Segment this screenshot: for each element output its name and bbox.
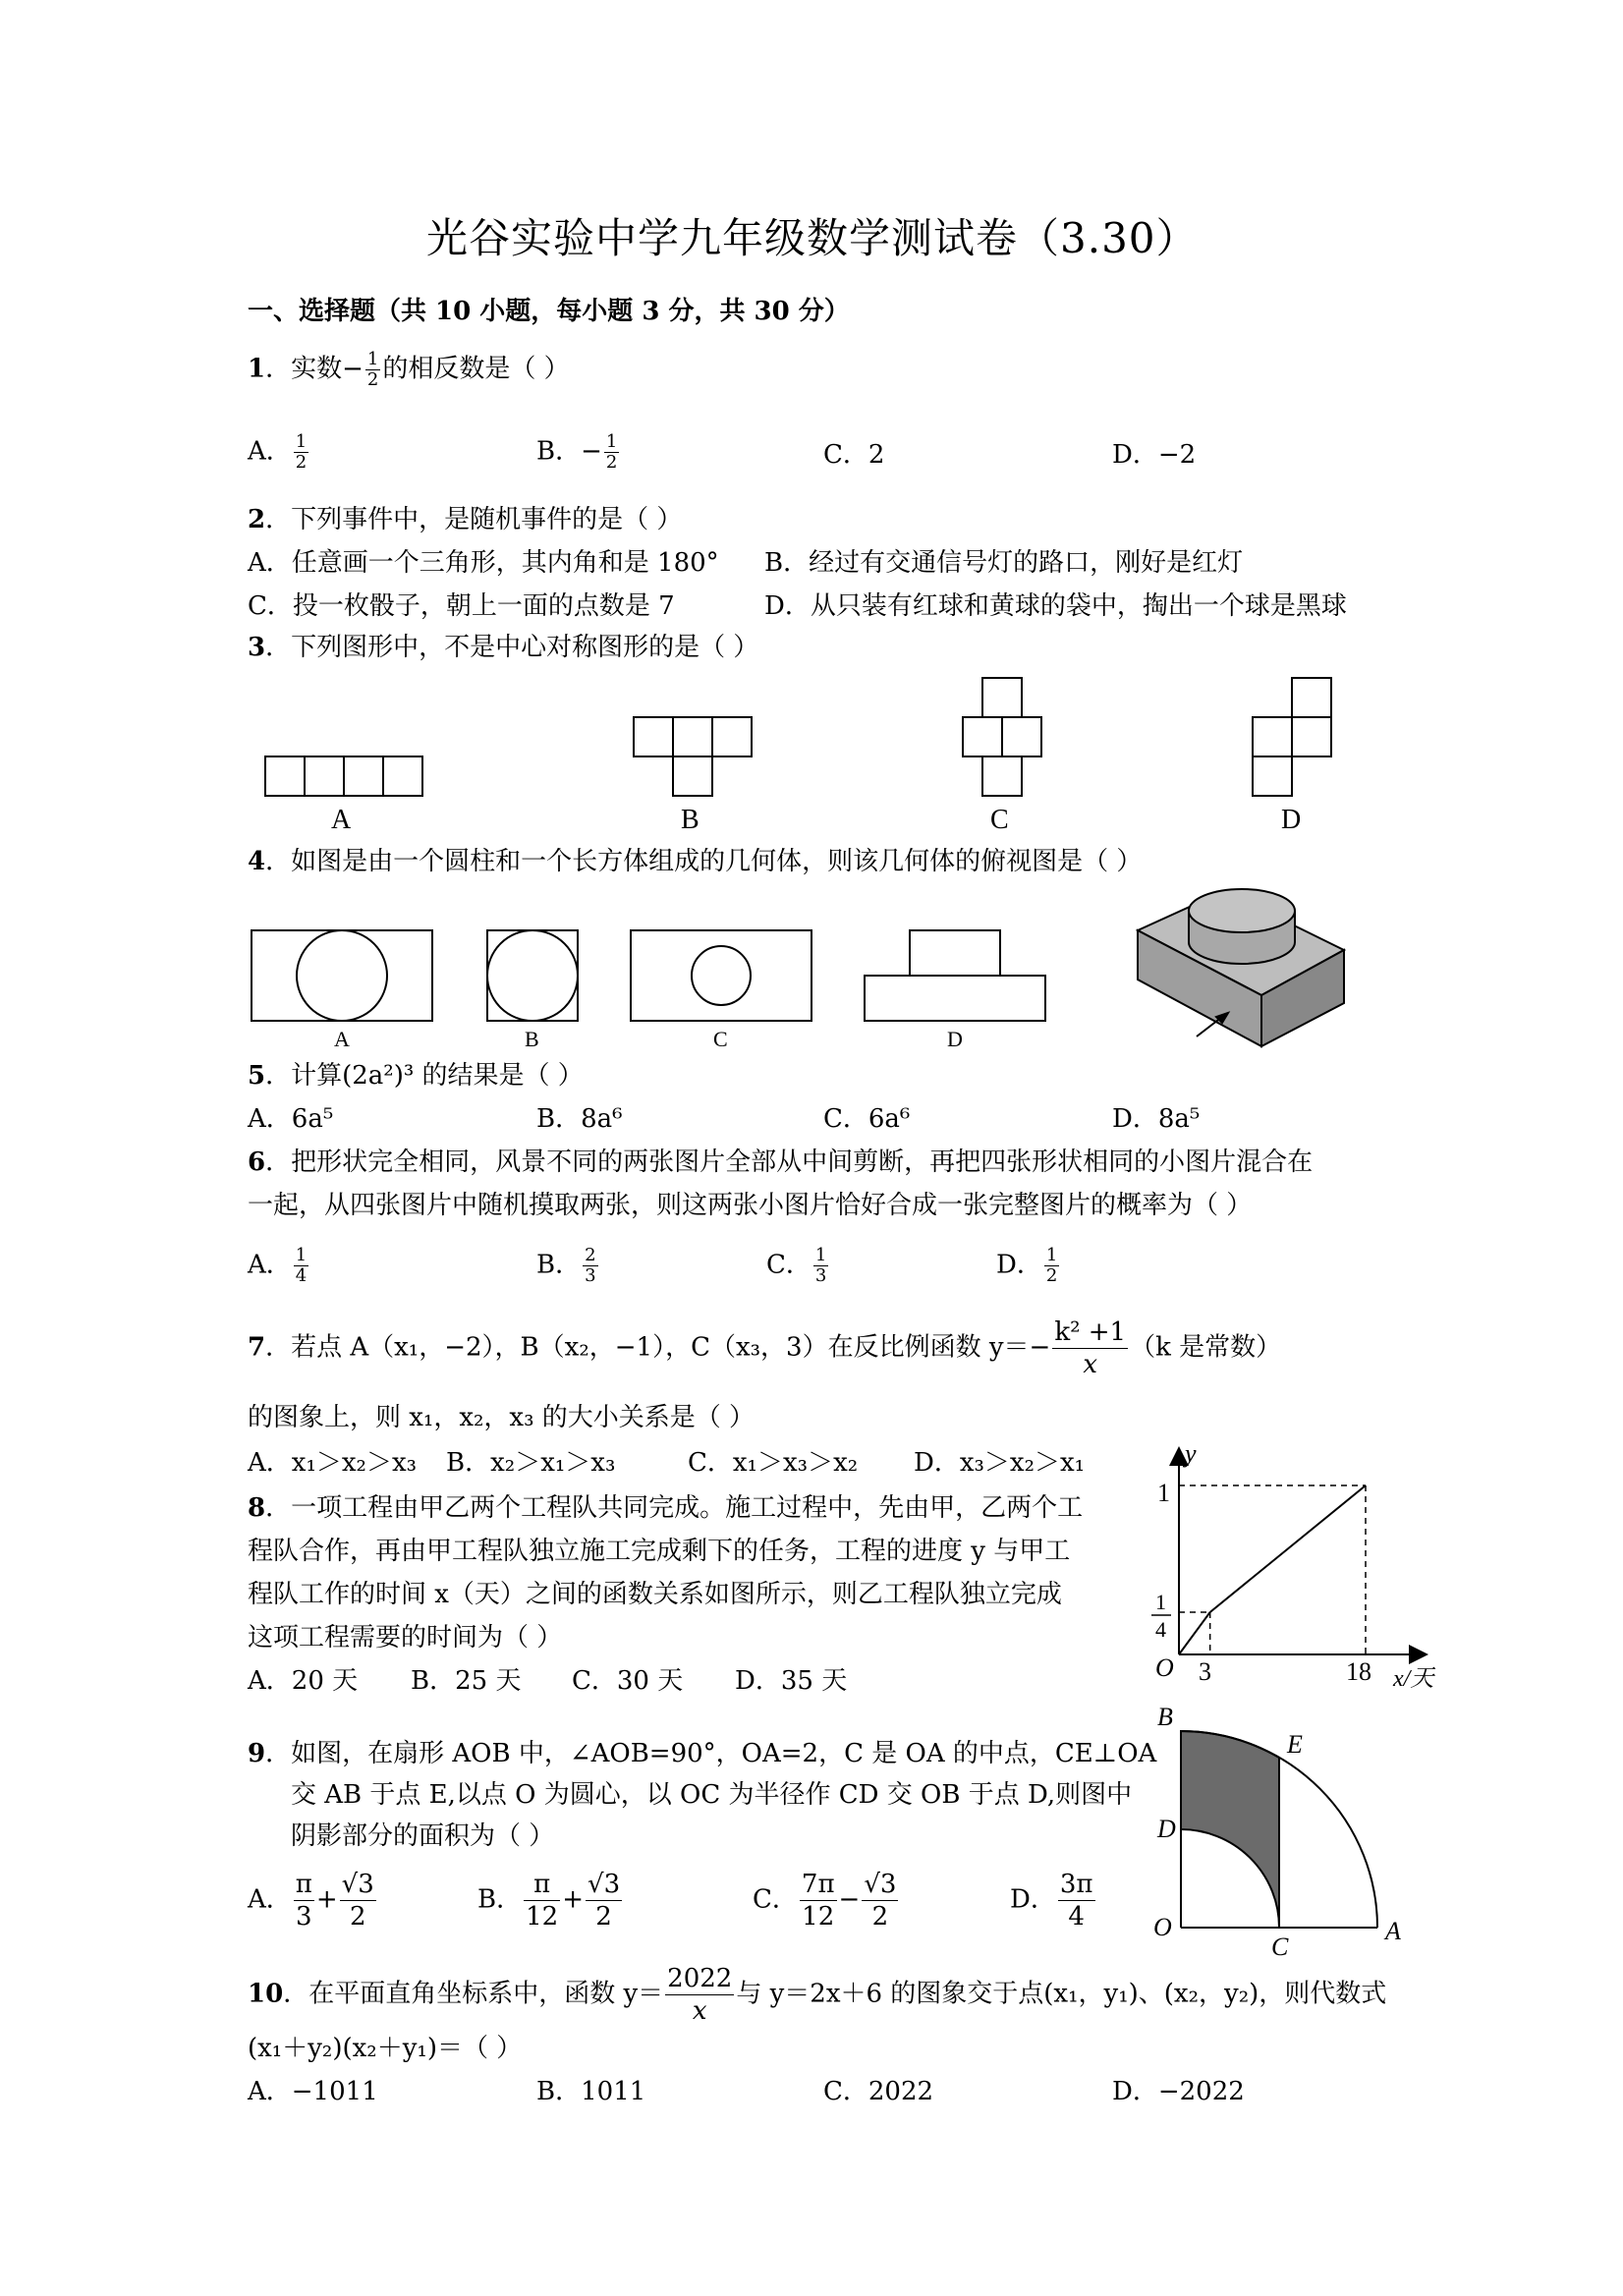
q9-a-frac2: [340, 1869, 376, 1932]
q1-pre: ．实数−: [265, 354, 364, 384]
q9-line1-text: ．如图，在扇形 AOB 中，∠AOB=90°，OA=2，C 是 OA 的中点，CE⊥OA: [265, 1739, 1157, 1768]
series-segment-0: [1179, 1612, 1210, 1654]
q7-option-a: A．x₁＞x₂＞x₃: [248, 1448, 418, 1478]
q3-figures: [0, 668, 1623, 865]
q1-a-den: 2: [295, 452, 308, 473]
q6-c-label: C．: [766, 1250, 812, 1280]
question-number: 7: [248, 1332, 266, 1363]
x-tick-18: 18: [1346, 1657, 1371, 1686]
q6-d-fraction: [1044, 1246, 1059, 1286]
q4-solid-figure: [1138, 889, 1344, 1046]
q1-post: 的相反数是（ ）: [382, 354, 570, 384]
q7-option-c: C．x₁＞x₃＞x₂: [688, 1448, 859, 1478]
q2-stem-text: ．下列事件中，是随机事件的是（ ）: [265, 505, 683, 534]
q10-option-d: D．−2022: [1112, 2077, 1245, 2106]
page-title: 光谷实验中学九年级数学测试卷（3.30）: [426, 214, 1199, 262]
q8-line1-text: ．一项工程由甲乙两个工程队共同完成。施工过程中，先由甲，乙两个工: [265, 1493, 1084, 1523]
q10-option-a: A．−1011: [248, 2077, 378, 2106]
q4-figures: [0, 879, 1623, 1051]
q10-option-c: C．2022: [823, 2077, 934, 2106]
q9-c-frac2-num: √3: [864, 1870, 897, 1899]
q6-b-num: 2: [585, 1245, 596, 1265]
question-number: 5: [248, 1061, 266, 1091]
q9-d-frac: [1058, 1869, 1095, 1932]
q9-option-c: [753, 1869, 900, 1932]
question-3-stem: [248, 633, 758, 662]
q6-c-den: 3: [814, 1265, 827, 1286]
y-tick-quarter-num: 1: [1155, 1590, 1166, 1614]
q6-b-fraction: [583, 1246, 597, 1286]
q7-line1a: ．若点 A（x₁，−2），B（x₂，−1），C（x₃，3）在反比例函数 y＝−: [265, 1332, 1051, 1363]
question-10-line-1: [248, 1963, 1386, 2027]
q9-c-frac2: [862, 1869, 898, 1932]
question-number: 6: [248, 1148, 266, 1177]
q6-b-den: 3: [585, 1265, 596, 1286]
question-9-line-1: [248, 1739, 1156, 1768]
question-7-line-1: [248, 1316, 1281, 1380]
q9-b-frac2: [586, 1869, 622, 1932]
q6-d-label: D．: [996, 1250, 1042, 1280]
q1-option-d: D．−2: [1112, 440, 1197, 470]
q6-d-num: 1: [1045, 1245, 1058, 1265]
q6-option-a: [248, 1246, 310, 1286]
q9-option-d: [1010, 1869, 1097, 1932]
q10-line1a: ．在平面直角坐标系中，函数 y＝: [283, 1979, 664, 2009]
question-2-stem: [248, 505, 682, 534]
q8-graph: [1140, 1436, 1434, 1711]
q6-option-c: [766, 1246, 830, 1286]
q9-c-frac1-num: 7π: [801, 1870, 835, 1899]
question-5-stem: [248, 1061, 584, 1091]
q8-option-c: C．30 天: [572, 1666, 684, 1696]
q6-c-fraction: [813, 1246, 828, 1286]
origin-label: O: [1155, 1653, 1174, 1682]
q5-option-a: A．6a⁵: [248, 1104, 334, 1134]
label-o: O: [1153, 1913, 1172, 1941]
q6-b-label: B．: [536, 1250, 582, 1280]
q4-label-a: A: [334, 1027, 350, 1051]
q9-a-label: A．: [248, 1884, 292, 1915]
q9-c-frac2-den: 2: [871, 1902, 889, 1932]
y-tick-quarter-den: 4: [1155, 1617, 1166, 1642]
question-10-line-2: (x₁＋y₂)(x₂＋y₁)＝（ ）: [248, 2034, 523, 2063]
question-8-line-1: [248, 1493, 1083, 1523]
q7-option-d: D．x₃＞x₂＞x₁: [914, 1448, 1086, 1478]
q4-label-d: D: [947, 1027, 963, 1051]
question-9-line-3: 阴影部分的面积为（ ）: [291, 1821, 555, 1851]
q6-c-num: 1: [814, 1245, 827, 1265]
q2-option-d: D．从只装有红球和黄球的袋中，掏出一个球是黑球: [764, 591, 1347, 621]
q9-a-frac1-num: π: [295, 1870, 312, 1899]
q6-d-den: 2: [1045, 1265, 1058, 1286]
q8-option-b: B．25 天: [411, 1666, 522, 1696]
q7-fraction: [1052, 1316, 1128, 1380]
q6-option-b: [536, 1246, 600, 1286]
label-e: E: [1287, 1730, 1303, 1759]
q1-frac-num: 1: [366, 349, 379, 369]
q6-a-label: A．: [248, 1250, 292, 1280]
q9-c-frac1: [800, 1869, 837, 1932]
q5-option-b: B．8a⁶: [536, 1104, 623, 1134]
x-axis-label: x/天: [1393, 1666, 1434, 1692]
q4-stem-text: ．如图是由一个圆柱和一个长方体组成的几何体，则该几何体的俯视图是（ ）: [265, 847, 1143, 876]
question-4-stem: [248, 847, 1142, 876]
question-8-line-3: 程队工作的时间 x（天）之间的函数关系如图所示，则乙工程队独立完成: [248, 1580, 1062, 1609]
q5-option-d: D．8a⁵: [1112, 1104, 1201, 1134]
q9-b-frac2-den: 2: [595, 1902, 612, 1932]
q9-d-label: D．: [1010, 1884, 1056, 1915]
q2-option-c: C．投一枚骰子，朝上一面的点数是 7: [248, 591, 675, 621]
question-9-line-2: 交 AB 于点 E,以点 O 为圆心，以 OC 为半径作 CD 交 OB 于点 D,则图中: [291, 1780, 1133, 1810]
q6-a-den: 4: [295, 1265, 308, 1286]
q9-a-frac1: [294, 1869, 314, 1932]
question-6-line-2: 一起，从四张图片中随机摸取两张，则这两张小图片恰好合成一张完整图片的概率为（ ）: [248, 1191, 1253, 1220]
q6-line1-text: ．把形状完全相同，风景不同的两张图片全部从中间剪断，再把四张形状相同的小图片混合在: [265, 1148, 1314, 1177]
q10-frac-num: 2022: [667, 1964, 733, 1993]
question-number: 9: [248, 1739, 266, 1768]
q1-a-fraction: [294, 432, 308, 473]
q9-sector-figure: [1149, 1702, 1444, 1961]
q1-option-a: [248, 432, 310, 473]
q9-b-frac2-num: √3: [588, 1870, 621, 1899]
q1-b-num: 1: [605, 431, 618, 452]
y-axis-label: y: [1185, 1439, 1197, 1468]
q9-d-frac-den: 4: [1068, 1902, 1085, 1932]
series-segment-1: [1210, 1485, 1366, 1612]
q3-label-c: C: [990, 805, 1009, 835]
q6-a-fraction: [294, 1246, 308, 1286]
q5-stem-text: ．计算(2a²)³ 的结果是（ ）: [265, 1061, 584, 1091]
q8-option-a: A．20 天: [248, 1666, 359, 1696]
label-b: B: [1157, 1703, 1173, 1731]
q9-b-label: B．: [477, 1884, 523, 1915]
y-tick-1: 1: [1157, 1479, 1170, 1507]
q1-option-c: C．2: [823, 440, 885, 470]
question-number: 10: [248, 1979, 284, 2009]
question-number: 4: [248, 847, 266, 876]
q9-b-frac1-num: π: [524, 1869, 560, 1901]
q10-option-b: B．1011: [536, 2077, 646, 2106]
q9-option-a: [248, 1869, 378, 1932]
q9-a-frac2-num: √3: [341, 1870, 374, 1899]
q7-line1b: （k 是常数）: [1130, 1332, 1282, 1363]
q9-b-op: +: [562, 1884, 584, 1915]
question-1-stem: [248, 350, 570, 390]
q1-option-b-label: B．−: [536, 436, 602, 467]
shaded-region: [1181, 1731, 1279, 1928]
q1-option-a-label: A．: [248, 436, 292, 467]
q1-b-den: 2: [605, 452, 618, 473]
q9-c-frac1-den: 12: [802, 1902, 835, 1932]
q1-frac-den: 2: [366, 369, 379, 390]
q10-frac-den: x: [692, 1996, 707, 2026]
question-6-line-1: [248, 1148, 1313, 1177]
q4-label-b: B: [525, 1027, 539, 1051]
q3-stem-text: ．下列图形中，不是中心对称图形的是（ ）: [265, 633, 759, 662]
q9-a-frac1-den: 3: [296, 1902, 312, 1932]
label-c: C: [1271, 1932, 1289, 1961]
question-number: 2: [248, 505, 266, 534]
question-8-line-2: 程队合作，再由甲工程队独立施工完成剩下的任务，工程的进度 y 与甲工: [248, 1537, 1071, 1566]
q3-label-a: A: [331, 805, 352, 835]
x-tick-3: 3: [1199, 1657, 1211, 1686]
question-7-line-2: 的图象上，则 x₁，x₂，x₃ 的大小关系是（ ）: [248, 1403, 756, 1432]
q8-option-d: D．35 天: [735, 1666, 848, 1696]
q10-line1b: 与 y＝2x＋6 的图象交于点(x₁，y₁)、(x₂，y₂)，则代数式: [736, 1979, 1387, 2009]
q7-frac-num: k² +1: [1054, 1317, 1127, 1347]
q7-frac-den: x: [1083, 1350, 1098, 1379]
q9-a-op: +: [315, 1884, 338, 1915]
q7-option-b: B．x₂＞x₁＞x₃: [446, 1448, 616, 1478]
q9-b-frac1-den: 12: [526, 1902, 559, 1932]
label-a: A: [1385, 1917, 1401, 1945]
q1-fraction: [365, 350, 380, 390]
q10-fraction: [665, 1963, 734, 2027]
question-number: 3: [248, 633, 266, 662]
label-d: D: [1157, 1815, 1176, 1843]
q9-c-label: C．: [753, 1884, 798, 1915]
q6-option-d: [996, 1246, 1061, 1286]
q1-b-fraction: [604, 432, 619, 473]
question-number: 8: [248, 1493, 266, 1523]
q9-b-frac1: [524, 1869, 560, 1932]
q9-c-op: −: [838, 1884, 861, 1915]
q2-option-a: A．任意画一个三角形，其内角和是 180°: [248, 548, 719, 578]
question-8-line-4: 这项工程需要的时间为（ ）: [248, 1623, 563, 1652]
section-heading: 一、选择题（共 10 小题，每小题 3 分，共 30 分）: [248, 297, 850, 326]
q9-option-b: [477, 1869, 624, 1932]
q1-a-num: 1: [295, 431, 308, 452]
q2-option-b: B．经过有交通信号灯的路口，刚好是红灯: [764, 548, 1244, 578]
q5-option-c: C．6a⁶: [823, 1104, 911, 1134]
q6-a-num: 1: [295, 1245, 308, 1265]
q1-option-b: [536, 432, 621, 473]
q3-label-b: B: [681, 805, 700, 835]
q9-a-frac2-den: 2: [349, 1902, 366, 1932]
question-number: 1: [248, 354, 266, 384]
q9-d-frac-num: 3π: [1059, 1870, 1093, 1899]
q4-label-c: C: [713, 1027, 728, 1051]
q3-label-d: D: [1281, 805, 1302, 835]
